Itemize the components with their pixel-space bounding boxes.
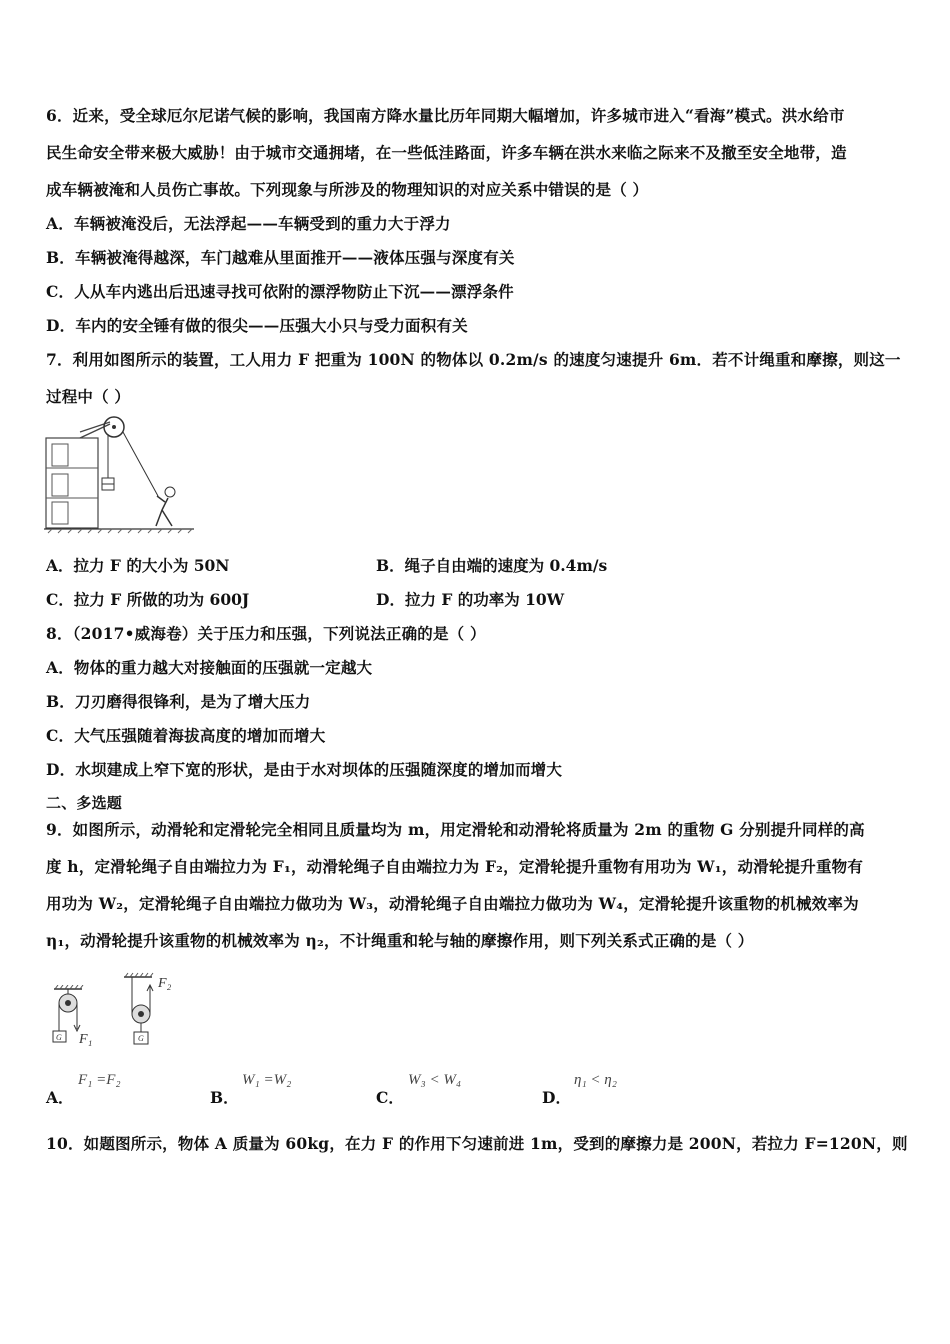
q9-option-d-formula: η₁ < η₂ (574, 1072, 617, 1088)
q9-weight-label-1: G (56, 1033, 62, 1042)
q6-option-d: D．车内的安全锤有做的很尖——压强大小只与受力面积有关 (46, 316, 468, 335)
q8-option-a: A．物体的重力越大对接触面的压强就一定越大 (46, 658, 373, 677)
q6-stem-line-3: 成车辆被淹和人员伤亡事故。下列现象与所涉及的物理知识的对应关系中错误的是（ ） (46, 180, 649, 199)
q9-stem-line-1: 9．如图所示，动滑轮和定滑轮完全相同且质量均为 m，用定滑轮和动滑轮将质量为 2m 的重物 G 分别提升同样的高 (46, 820, 865, 839)
q9-option-b-label: B． (210, 1088, 239, 1107)
q6-stem-line-1: 6．近来，受全球厄尔尼诺气候的影响，我国南方降水量比历年同期大幅增加，许多城市进入“看海”模式。洪水给市 (46, 106, 845, 125)
q9-option-a-label: A． (46, 1088, 74, 1107)
q9-weight-label-2: G (138, 1034, 144, 1043)
q6-option-b: B．车辆被淹得越深，车门越难从里面推开——液体压强与深度有关 (46, 248, 515, 267)
q9-option-c-label: C． (376, 1088, 404, 1107)
q9-fixed-pulley-figure (46, 985, 106, 1053)
q8-option-d: D．水坝建成上窄下宽的形状，是由于水对坝体的压强随深度的增加而增大 (46, 760, 563, 779)
q7-stem-line-1: 7．利用如图所示的装置，工人用力 F 把重为 100N 的物体以 0.2m/s 的速度匀速提升 6m．若不计绳重和摩擦，则这一 (46, 350, 901, 369)
q9-force-label-f2: F₂ (158, 976, 172, 991)
q10-stem-line-1: 10．如题图所示，物体 A 质量为 60kg，在力 F 的作用下匀速前进 1m，受到的摩擦力是 200N，若拉力 F=120N，则 (46, 1134, 908, 1153)
q6-stem-line-2: 民生命安全带来极大威胁！由于城市交通拥堵，在一些低洼路面，许多车辆在洪水来临之际来不及撤至安全地带，造 (46, 143, 847, 162)
q6-option-c: C．人从车内逃出后迅速寻找可依附的漂浮物防止下沉——漂浮条件 (46, 282, 514, 301)
q7-option-b: B．绳子自由端的速度为 0.4m/s (376, 556, 608, 575)
q9-option-c-formula: W₃ < W₄ (408, 1072, 462, 1088)
q8-option-c: C．大气压强随着海拔高度的增加而增大 (46, 726, 326, 745)
q6-option-a: A．车辆被淹没后，无法浮起——车辆受到的重力大于浮力 (46, 214, 451, 233)
q9-stem-line-4: η₁，动滑轮提升该重物的机械效率为 η₂，不计绳重和轮与轴的摩擦作用，则下列关系式正确的是（ ） (46, 931, 754, 950)
q7-option-c: C．拉力 F 所做的功为 600J (46, 590, 250, 609)
q9-force-label-f1: F₁ (79, 1032, 93, 1047)
q9-option-b-formula: W₁ =W₂ (242, 1072, 292, 1088)
q9-option-d-label: D． (542, 1088, 571, 1107)
section-title-multiple-choice: 二、多选题 (46, 794, 123, 812)
q9-stem-line-3: 用功为 W₂，定滑轮绳子自由端拉力做功为 W₃，动滑轮绳子自由端拉力做功为 W₄，定滑轮提升该重物的机械效率为 (46, 894, 859, 913)
q7-option-a: A．拉力 F 的大小为 50N (46, 556, 230, 575)
q9-stem-line-2: 度 h，定滑轮绳子自由端拉力为 F₁，动滑轮绳子自由端拉力为 F₂，定滑轮提升重物有用功为 W₁，动滑轮提升重物有 (46, 857, 864, 876)
q7-stem-line-2: 过程中（ ） (46, 387, 131, 406)
q8-stem: 8．（2017•威海卷）关于压力和压强，下列说法正确的是（ ） (46, 624, 486, 643)
q8-option-b: B．刀刃磨得很锋利，是为了增大压力 (46, 692, 311, 711)
q9-option-a-formula: F₁ =F₂ (78, 1072, 121, 1088)
q7-pulley-figure (44, 412, 196, 534)
q7-option-d: D．拉力 F 的功率为 10W (376, 590, 565, 609)
